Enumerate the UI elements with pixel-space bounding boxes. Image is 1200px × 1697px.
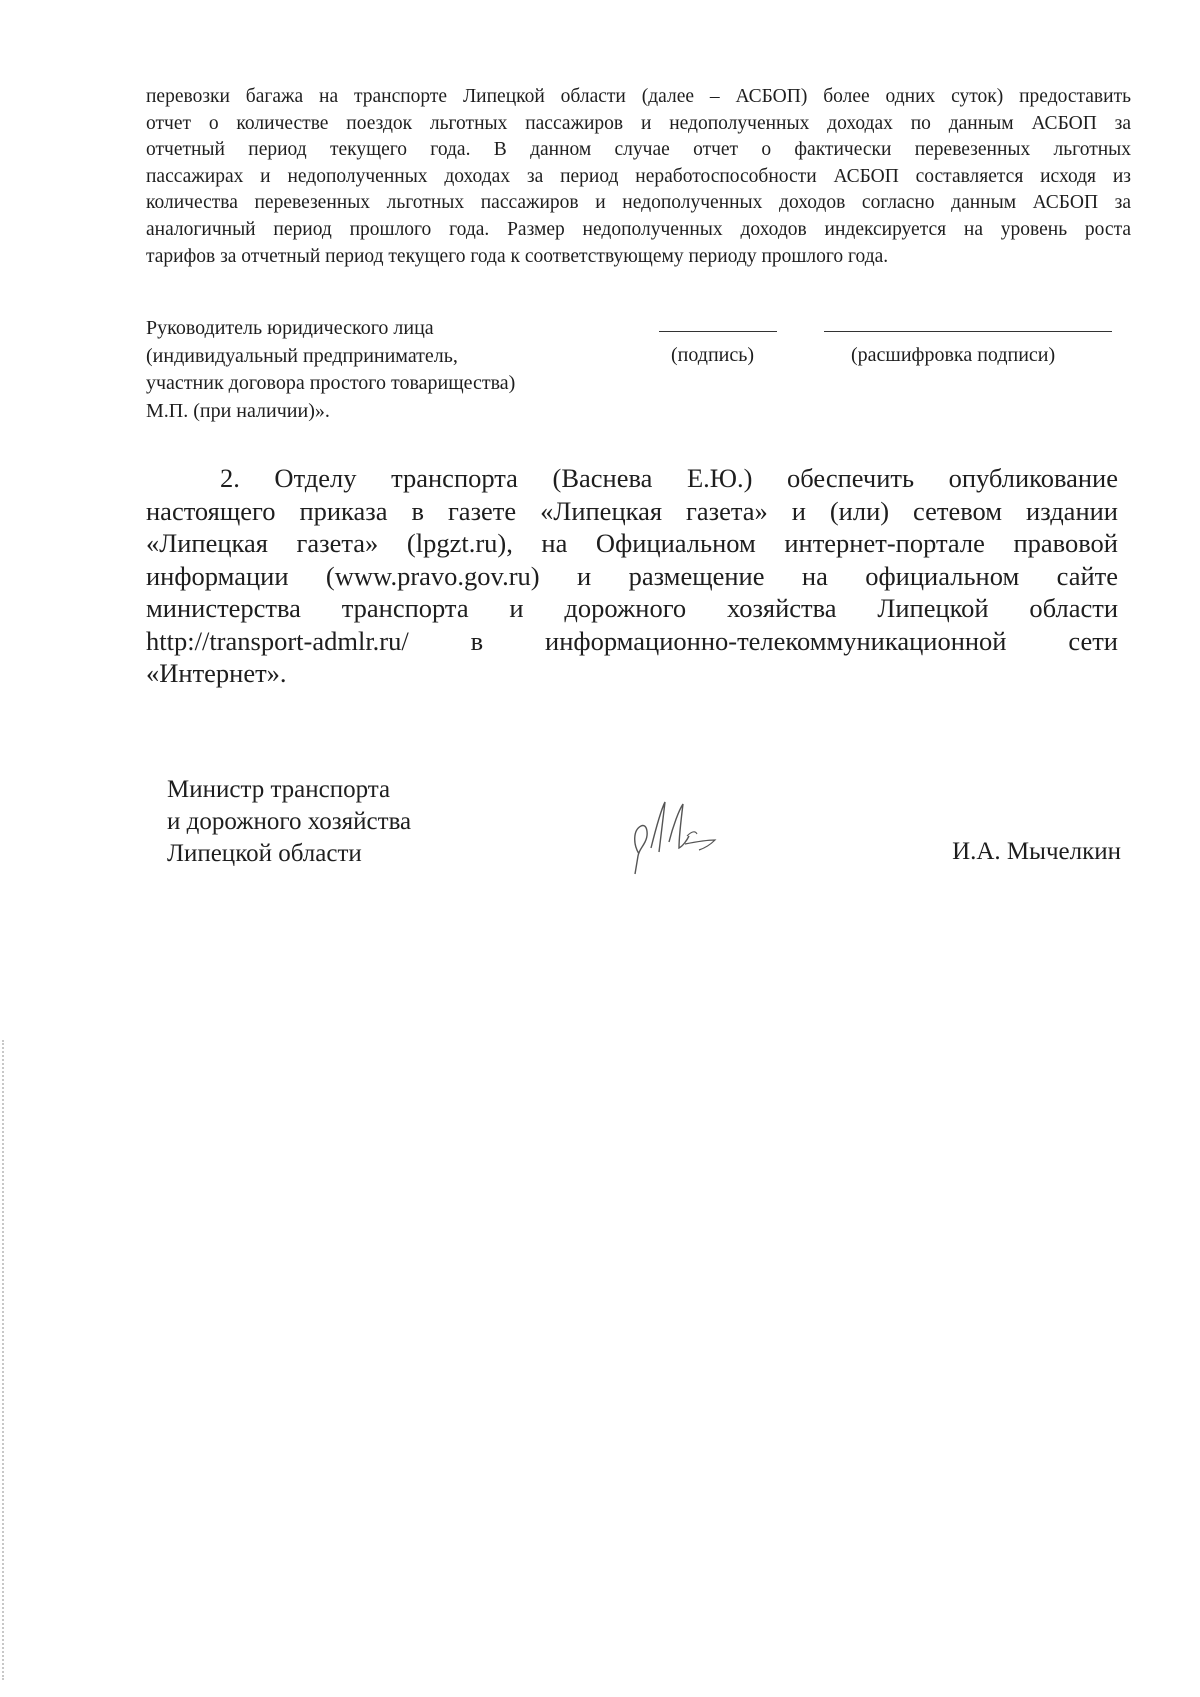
decoding-caption: (расшифровка подписи) [851, 344, 1056, 366]
paragraph-1-line: отчет о количестве поездок льготных пассажиров и недополученных доходах по данным АСБОП за [146, 112, 1131, 134]
paragraph-2-line: http://transport-admlr.ru/ в информационно-телекоммуникационной сети [146, 625, 1118, 656]
paragraph-1-line: перевозки багажа на транспорте Липецкой области (далее – АСБОП) более одних суток) предоставить [146, 86, 1131, 107]
scan-edge-artifact [2, 1040, 4, 1680]
paragraph-2-line: «Липецкая газета» (lpgzt.ru), на Официальном интернет-портале правовой [146, 528, 1118, 558]
paragraph-1-line: тарифов за отчетный период текущего года к соответствующему периоду прошлого года. [146, 245, 889, 267]
signature-form-block [146, 315, 1136, 435]
paragraph-2-line: настоящего приказа в газете «Липецкая газета» и (или) сетевом издании [146, 495, 1118, 526]
paragraph-2-line: министерства транспорта и дорожного хозяйства Липецкой области [146, 593, 1118, 623]
signatory-title-line: и дорожного хозяйства [167, 808, 412, 835]
paragraph-1-line: количества перевезенных льготных пассажиров и недополученных доходов согласно данным АСБОП за [146, 192, 1131, 214]
signatory-title [167, 774, 411, 870]
signatory-name: И.А. Мычелкин [952, 838, 1121, 865]
signatory-title-line: Министр транспорта [167, 776, 391, 803]
paragraph-1 [146, 84, 1131, 270]
decoding-blank-line [824, 331, 1112, 332]
signatory-title-line: Липецкой области [167, 840, 362, 867]
form-left-line: участник договора простого товарищества) [146, 372, 516, 394]
form-left-line: М.П. (при наличии)». [146, 399, 330, 422]
handwritten-signature [625, 796, 735, 876]
paragraph-2-line: 2. Отделу транспорта (Васнева Е.Ю.) обеспечить опубликование [220, 463, 1118, 493]
paragraph-2 [146, 462, 1118, 690]
paragraph-1-line: аналогичный период прошлого года. Размер недополученных доходов индексируется на уровень роста [146, 218, 1131, 240]
form-left-line: (индивидуальный предприниматель, [146, 344, 458, 367]
signature-blank-line [659, 331, 777, 332]
form-left-line: Руководитель юридического лица [146, 317, 434, 339]
form-responsible-person [146, 315, 626, 425]
paragraph-1-line: пассажирах и недополученных доходах за период неработоспособности АСБОП составляется исходя из [146, 165, 1131, 187]
paragraph-1-line: отчетный период текущего года. В данном случае отчет о фактически перевезенных льготных [146, 139, 1131, 161]
paragraph-2-line: информации (www.pravo.gov.ru) и размещение на официальном сайте [146, 560, 1118, 591]
signature-caption: (подпись) [671, 344, 755, 366]
paragraph-2-line: «Интернет». [146, 658, 287, 688]
